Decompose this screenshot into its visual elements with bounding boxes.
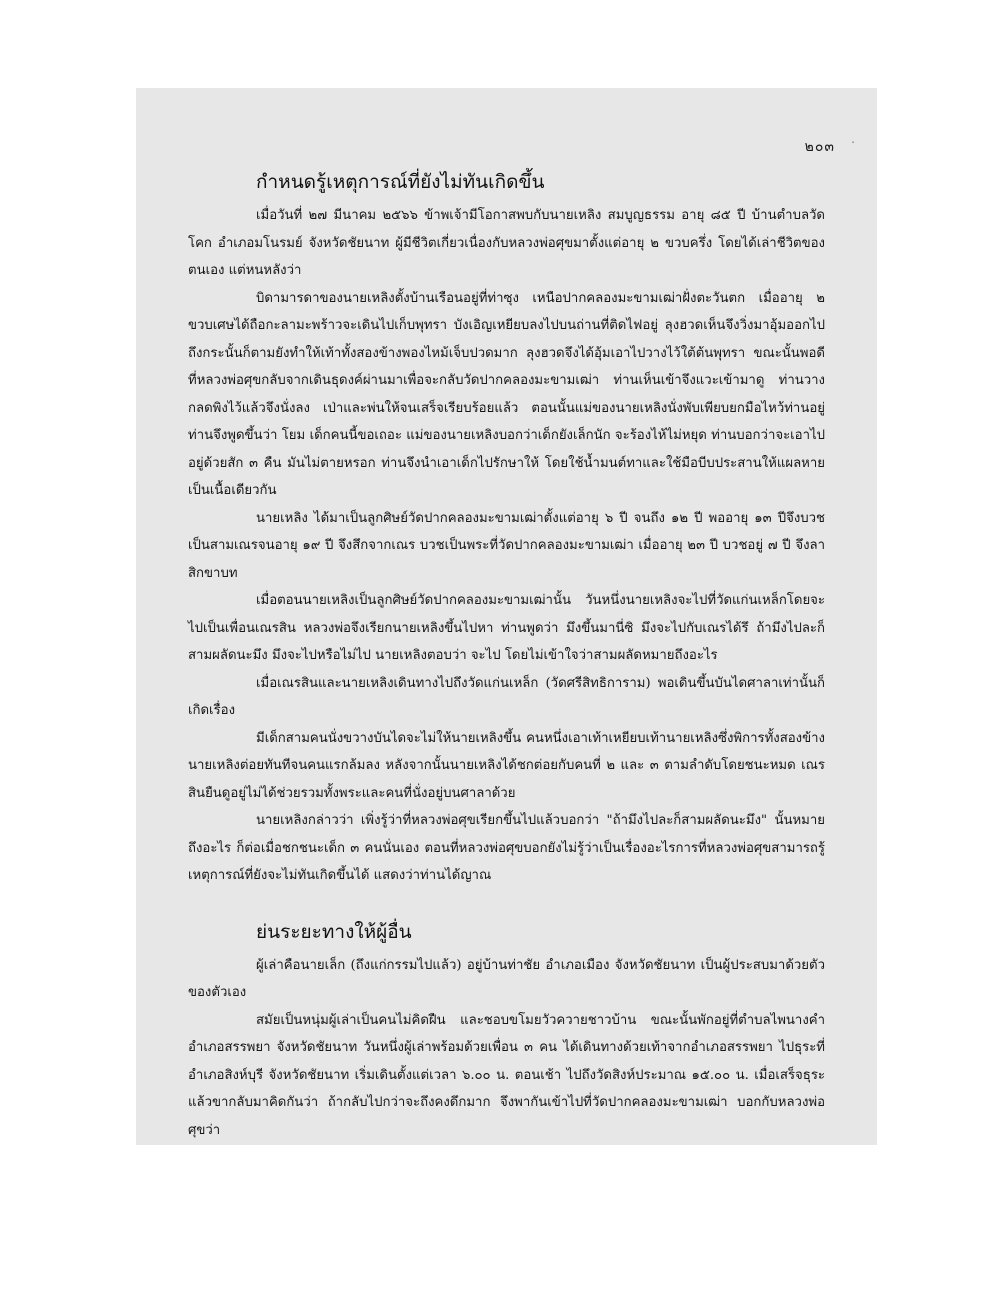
paragraph: เมื่อเณรสินและนายเหลิงเดินทางไปถึงวัดแก่นเหล็ก (วัดศรีสิทธิการาม) พอเดินขึ้นบันไดศาลาเท่านั้นก็เกิดเรื่อง [188,675,825,718]
scan-mark: . [851,132,855,146]
paragraph: เมื่อตอนนายเหลิงเป็นลูกศิษย์วัดปากคลองมะขามเฒ่านั้น วันหนึ่งนายเหลิงจะไปที่วัดแก่นเหล็กโดยจะไปเป็นเพื่อนเณรสิน หลวงพ่อจึงเรียกนายเหลิงขึ้นไปหา ท่านพูดว่า มึงขึ้นมานี่ซิ มึงจะไปกับเณรได้รึ ถ้ามึงไปละก็สามผลัดนะมึง มึงจะไปหรือไม่ไป นายเหลิงตอบว่า จะไป โดยไม่เข้าใจว่าสามผลัดหมายถึงอะไร [188,593,825,663]
section-title: กำหนดรู้เหตุการณ์ที่ยังไม่ทันเกิดขึ้น [256,171,545,193]
paragraph: เมื่อวันที่ ๒๗ มีนาคม ๒๕๖๖ ข้าพเจ้ามีโอกาสพบกับนายเหลิง สมบูญธรรม อายุ ๘๕ ปี บ้านตำบลวัดโคก อำเภอมโนรมย์ จังหวัดชัยนาท ผู้มีชีวิตเกี่ยวเนื่องกับหลวงพ่อศุขมาตั้งแต่อายุ ๒ ขวบครึ่ง โดยได้เล่าชีวิตของตนเอง แต่หนหลังว่า [188,208,825,278]
paragraph: ผู้เล่าคือนายเล็ก (ถึงแก่กรรมไปแล้ว) อยู่บ้านท่าชัย อำเภอเมือง จังหวัดชัยนาท เป็นผู้ประสบมาด้วยตัวของตัวเอง [188,957,825,1000]
paragraph: บิดามารดาของนายเหลิงตั้งบ้านเรือนอยู่ที่ท่าซุง เหนือปากคลองมะขามเฒ่าฝั่งตะวันตก เมื่ออายุ ๒ ขวบเศษได้ถือกะลามะพร้าวจะเดินไปเก็บพุทรา บังเอิญเหยียบลงไปบนถ่านที่ติดไฟอยู่ ลุงฮวดเห็นจึงวิ่งมาอุ้มออกไป ถึงกระนั้นก็ตามยังทำให้เท้าทั้งสองข้างพองไหม้เจ็บปวดมาก ลุงฮวดจึงได้อุ้มเอาไปวางไว้ใต้ต้นพุทรา ขณะนั้นพอดีที่หลวงพ่อศุขกลับจากเดินธุดงค์ผ่านมาเพื่อจะกลับวัดปากคลองมะขามเฒ่า ท่านเห็นเข้าจึงแวะเข้ามาดู ท่านวางกลดพิงไว้แล้วจึงนั่งลง เป่าและพ่นให้จนเสร็จเรียบร้อยแล้ว ตอนนั้นแม่ของนายเหลิงนั่งพับเพียบยกมือไหว้ท่านอยู่ ท่านจึงพูดขึ้นว่า โยม เด็กคนนี้ขอเถอะ แม่ของนายเหลิงบอกว่าเด็กยังเล็กนัก จะร้องไห้ไม่หยุด ท่านบอกว่าจะเอาไปอยู่ด้วยสัก ๓ คืน มันไม่ตายหรอก ท่านจึงนำเอาเด็กไปรักษาให้ โดยใช้น้ำมนต์ทาและใช้มือบีบประสานให้แผลหายเป็นเนื้อเดียวกัน [188,290,825,498]
page-content [188,168,825,1144]
paragraph: นายเหลิง ได้มาเป็นลูกศิษย์วัดปากคลองมะขามเฒ่าตั้งแต่อายุ ๖ ปี จนถึง ๑๒ ปี พออายุ ๑๓ ปีจึงบวชเป็นสามเณรจนอายุ ๑๙ ปี จึงสึกจากเณร บวชเป็นพระที่วัดปากคลองมะขามเฒ่า เมื่ออายุ ๒๓ ปี บวชอยู่ ๗ ปี จึงลาสิกขาบท [188,510,825,581]
paragraph: นายเหลิงกล่าวว่า เพิ่งรู้ว่าที่หลวงพ่อศุขเรียกขึ้นไปแล้วบอกว่า "ถ้ามึงไปละก็สามผลัดนะมึง" นั้นหมายถึงอะไร ก็ต่อเมื่อชกชนะเด็ก ๓ คนนั่นเอง ตอนที่หลวงพ่อศุขบอกยังไม่รู้ว่าเป็นเรื่องอะไรการที่หลวงพ่อศุขสามารถรู้เหตุการณ์ที่ยังจะไม่ทันเกิดขึ้นได้ แสดงว่าท่านได้ญาณ [188,813,825,883]
scanned-page [136,88,877,1145]
paragraph: สมัยเป็นหนุ่มผู้เล่าเป็นคนไม่คิดฝืน และชอบขโมยวัวควายชาวบ้าน ขณะนั้นพักอยู่ที่ตำบลไพนางคำ อำเภอสรรพยา จังหวัดชัยนาท วันหนึ่งผู้เล่าพร้อมด้วยเพื่อน ๓ คน ได้เดินทางด้วยเท้าจากอำเภอสรรพยา ไปธุระที่อำเภอสิงห์บุรี จังหวัดชัยนาท เริ่มเดินตั้งแต่เวลา ๖.๐๐ น. ตอนเช้า ไปถึงวัดสิงห์ประมาณ ๑๕.๐๐ น. เมื่อเสร็จธุระแล้วขากลับมาคิดกันว่า ถ้ากลับไปกว่าจะถึงคงดึกมาก จึงพากันเข้าไปที่วัดปากคลองมะขามเฒ่า บอกกับหลวงพ่อศุขว่า [188,1012,825,1138]
section-1 [188,168,825,890]
page-number: ๒๐๓ [804,139,835,155]
section-title: ย่นระยะทางให้ผู้อื่น [256,920,412,943]
section-2 [188,918,825,1145]
paragraph: มีเด็กสามคนนั่งขวางบันไดจะไม่ให้นายเหลิงขึ้น คนหนึ่งเอาเท้าเหยียบเท้านายเหลิงซึ่งพิการทั้งสองข้างนายเหลิงต่อยทันทีจนคนแรกล้มลง หลังจากนั้นนายเหลิงได้ชกต่อยกับคนที่ ๒ และ ๓ ตามลำดับโดยชนะหมด เณรสินยืนดูอยู่ไม่ได้ช่วยรวมทั้งพระและคนที่นั่งอยู่บนศาลาด้วย [188,730,825,801]
